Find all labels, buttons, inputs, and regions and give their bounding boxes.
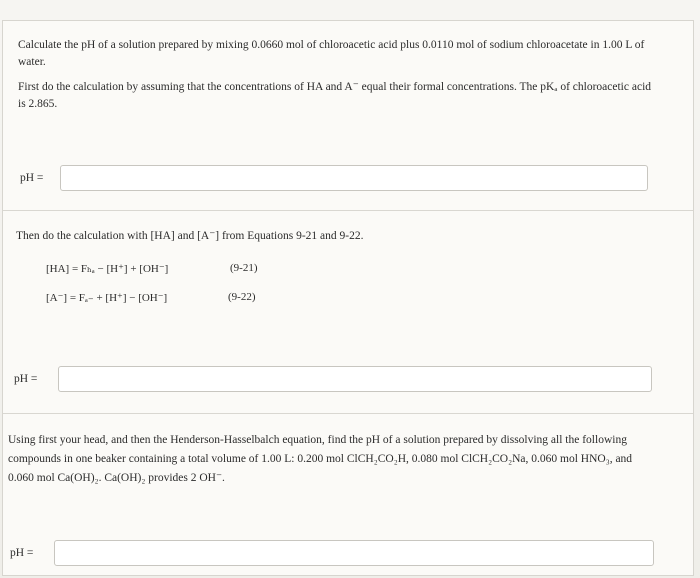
equation-9-21: [HA] = Fₕₐ − [H⁺] + [OH⁻] [46,263,169,275]
q2-text: Then do the calculation with [HA] and [A⁻] from Equations 9-21 and 9-22. [16,230,364,242]
q1-ph-input[interactable] [60,165,648,191]
q3-text: Using first your head, and then the Henderson-Hasselbalch equation, find the pH of a solution prepared by dissolving all the following compounds in one beaker containing a total volume of 1.00 L: 0.200 mol ClCH₂CO₂H, 0.080 mol ClCH₂CO₂Na, 0.060 mol HNO₃, and 0.060 mol Ca(OH)₂. Ca(OH)₂ provides 2 OH⁻. [8,434,633,484]
q2-ph-label: pH = [14,373,38,385]
equation-9-21-number: (9-21) [230,262,258,274]
equation-9-22: [A⁻] = Fₐ₋ + [H⁺] − [OH⁻] [46,292,168,304]
q3-ph-input[interactable] [54,540,654,566]
q1-ph-label: pH = [20,172,44,184]
section-divider [3,413,693,414]
q2-ph-row [14,366,652,392]
q1-text: Calculate the pH of a solution prepared by mixing 0.0660 mol of chloroacetic acid plus 0.0110 mol of sodium chloroacetate in 1.00 L of water. [18,39,645,68]
q1-instruction: First do the calculation by assuming that the concentrations of HA and A⁻ equal their formal concentrations. The pKₐ of chloroacetic acid is 2.865. [18,81,652,110]
section-divider [3,210,693,211]
q2-ph-input[interactable] [58,366,652,392]
q3-ph-label: pH = [10,547,34,559]
q3-ph-row [10,540,654,566]
q1-ph-row [20,165,648,191]
equation-9-22-number: (9-22) [228,291,256,303]
